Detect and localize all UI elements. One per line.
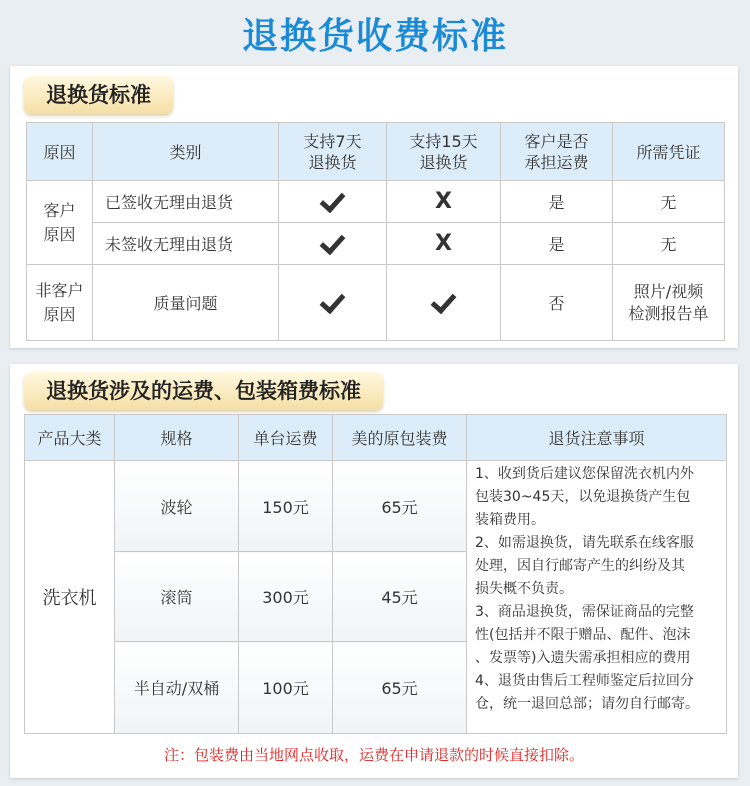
table-row [27, 265, 725, 341]
header-proof: 所需凭证 [613, 123, 725, 181]
fifteen-day-cell [387, 265, 501, 341]
shipping-cell: 是 [501, 181, 613, 223]
shipping-fee-cell: 300元 [239, 552, 333, 642]
spec-cell: 波轮 [115, 461, 239, 552]
header-spec: 规格 [115, 415, 239, 461]
table-row [27, 181, 725, 223]
category-cell: 未签收无理由退货 [93, 223, 279, 265]
fee-standard-table [24, 414, 727, 734]
shipping-cell: 是 [501, 223, 613, 265]
table-row [27, 223, 725, 265]
header-shipping-fee: 单台运费 [239, 415, 333, 461]
reason-cell: 非客户 原因 [27, 265, 93, 341]
header-seven-day: 支持7天 退换货 [279, 123, 387, 181]
product-cell: 洗衣机 [25, 461, 115, 734]
check-icon [320, 288, 346, 314]
fifteen-day-cell [387, 223, 501, 265]
proof-cell: 无 [613, 223, 725, 265]
section-tag-return-standard: 退换货标准 [24, 76, 173, 114]
packaging-fee-cell: 65元 [333, 642, 467, 734]
shipping-fee-cell: 150元 [239, 461, 333, 552]
cross-icon: X [435, 231, 452, 256]
header-reason: 原因 [27, 123, 93, 181]
category-cell: 已签收无理由退货 [93, 181, 279, 223]
category-cell: 质量问题 [93, 265, 279, 341]
spec-cell: 半自动/双桶 [115, 642, 239, 734]
proof-cell: 无 [613, 181, 725, 223]
return-standard-table [26, 122, 725, 341]
check-icon [320, 187, 346, 213]
footnote: 注：包装费由当地网点收取，运费在申请退款的时候直接扣除。 [163, 746, 584, 764]
seven-day-cell [279, 223, 387, 265]
header-packaging-fee: 美的原包装费 [333, 415, 467, 461]
cross-icon: X [435, 189, 452, 214]
check-icon [431, 288, 457, 314]
seven-day-cell [279, 181, 387, 223]
table-header-row [25, 415, 727, 461]
packaging-fee-cell: 45元 [333, 552, 467, 642]
shipping-fee-cell: 100元 [239, 642, 333, 734]
header-category: 类别 [93, 123, 279, 181]
page-title: 退换货收费标准 [241, 16, 508, 57]
header-product: 产品大类 [25, 415, 115, 461]
notes-cell [467, 461, 727, 734]
fee-standard-panel [10, 364, 738, 778]
return-notes-text: 1、收到货后建议您保留洗衣机内外 包装30~45天，以免退换货产生包 装箱费用。 2、如需退换货，请先联系在线客服 处理，因自行邮寄产生的纠纷及其 损失概不负责。 3、商品退换货，需保证商品的完整 性(包括并不限于赠品、配件、泡沫 、发票等)入遗失需承担相应的费用 4、退货由售后工程师鉴定后拉回分 仓，统一退回总部；请勿自行邮寄。 [475, 466, 699, 712]
proof-cell: 照片/视频 检测报告单 [613, 265, 725, 341]
table-row [25, 461, 727, 552]
shipping-cell: 否 [501, 265, 613, 341]
table-header-row [27, 123, 725, 181]
header-fifteen-day: 支持15天 退换货 [387, 123, 501, 181]
header-shipping: 客户是否 承担运费 [501, 123, 613, 181]
return-standard-panel [10, 66, 738, 348]
packaging-fee-cell: 65元 [333, 461, 467, 552]
seven-day-cell [279, 265, 387, 341]
section-tag-fee-standard: 退换货涉及的运费、包装箱费标准 [24, 372, 383, 410]
check-icon [320, 229, 346, 255]
spec-cell: 滚筒 [115, 552, 239, 642]
header-notes: 退货注意事项 [467, 415, 727, 461]
reason-cell: 客户 原因 [27, 181, 93, 265]
fifteen-day-cell [387, 181, 501, 223]
